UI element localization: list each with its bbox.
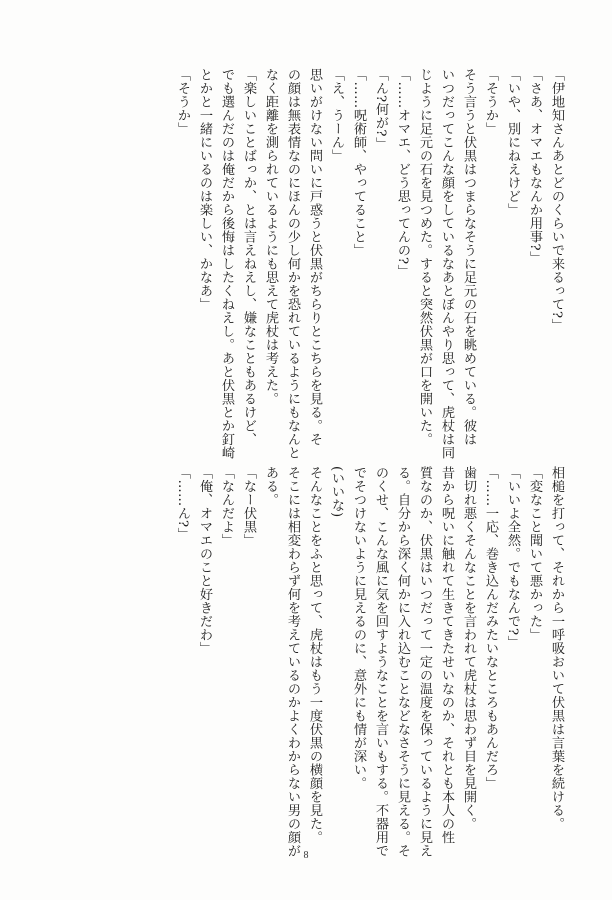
text-column: そこには相変わらず何を考えているのかよくわからない男の顔が xyxy=(285,466,300,858)
text-column: でも選んだのは俺だから後悔はしたくねえし。あと伏黒とか釘崎 xyxy=(219,68,234,460)
text-column: ある。 xyxy=(263,466,278,507)
text-column: 「なー伏黒」 xyxy=(241,466,256,547)
text-column: そう言うと伏黒はつまらなそうに足元の石を眺めている。彼は xyxy=(461,68,476,446)
text-column: 「え、うーん」 xyxy=(329,68,344,163)
text-column: 「……ん?」 xyxy=(175,466,190,541)
text-column: 質なのか、伏黒はいつだって一定の温度を保っているように見え xyxy=(417,466,432,858)
text-column: 「俺、オマエのこと好きだわ」 xyxy=(197,466,212,655)
text-column: そんなことをふと思って、虎杖はもう一度伏黒の横顔を見た。 xyxy=(307,466,322,844)
page-number: 8 xyxy=(303,850,309,861)
lower-text-block xyxy=(171,466,567,856)
text-column: 「そうか」 xyxy=(483,68,498,136)
text-column: 歯切れ悪くそんなことを言われて虎杖は思わず目を見開く。 xyxy=(461,466,476,831)
upper-text-block xyxy=(171,68,567,458)
text-column: 思いがけない問いに戸惑うと伏黒がちらりとこちらを見る。そ xyxy=(307,68,322,446)
text-column: の顔は無表情なのにほんの少し何かを恐れているようにもなんと xyxy=(285,68,300,460)
text-column: でそつけないように見えるのに、意外にも情が深い。 xyxy=(351,466,366,790)
text-column: じように足元の石を見つめた。すると突然伏黒が口を開いた。 xyxy=(417,68,432,446)
text-column: 「いや、別にねえけど」 xyxy=(505,68,520,217)
text-column: る。自分から深く何かに入れ込むことなどなさそうに見える。そ xyxy=(395,466,410,858)
text-column: 「いいよ全然。でもなんで?」 xyxy=(505,466,520,649)
text-column: 「そうか」 xyxy=(175,68,190,136)
text-column: 「ん?何が?」 xyxy=(373,68,388,151)
text-column: 「……オマエ、どう思ってんの?」 xyxy=(395,68,410,278)
text-column: 「伊地知さんあとどのくらいで来るって?」 xyxy=(549,68,564,332)
text-column: 「さあ、オマエもなんか用事?」 xyxy=(527,68,542,265)
text-column: 「……呪術師、やってること」 xyxy=(351,68,366,257)
text-column: 「……一応、巻き込んだみたいなところもあんだろ」 xyxy=(483,466,498,790)
text-column: 昔から呪いに触れて生きてきたせいなのか、それとも本人の性 xyxy=(439,466,454,844)
text-column: 「変なこと聞いて悪かった」 xyxy=(527,466,542,642)
text-column: いつだってこんな顔をしているなあとぼんやり思って、虎杖は同 xyxy=(439,68,454,460)
text-column: 「なんだよ」 xyxy=(219,466,234,547)
text-column: 相槌を打って、それから一呼吸おいて伏黒は言葉を続ける。 xyxy=(549,466,564,831)
text-column: のくせ、こんな風に気を回すようなことを言いもする。不器用で xyxy=(373,466,388,858)
text-column: (いいな) xyxy=(329,466,344,518)
text-column: なく距離を測られているようにも思えて虎杖は考えた。 xyxy=(263,68,278,406)
text-column: とかと一緒にいるのは楽しい、かなあ」 xyxy=(197,68,212,311)
text-column: 「楽しいことばっか、とは言えねえし、嫌なこともあるけど、 xyxy=(241,68,256,446)
